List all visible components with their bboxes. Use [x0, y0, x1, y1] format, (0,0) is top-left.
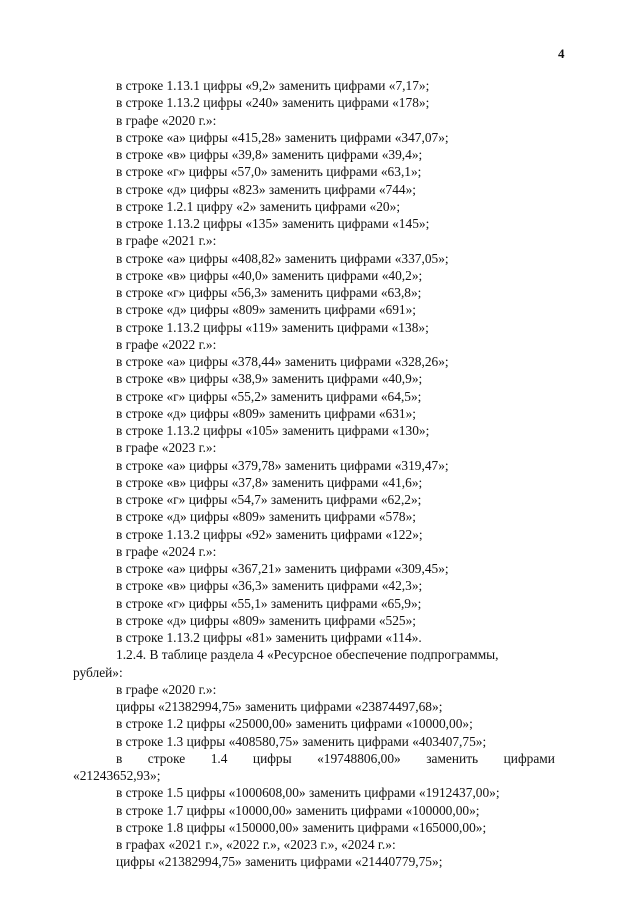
justified-word: 1.4 [210, 750, 228, 766]
amendment-line: в строке 1.13.2 цифры «81» заменить цифрами «114». [116, 630, 422, 645]
amendment-line: в строке «в» цифры «40,0» заменить цифрами «40,2»; [116, 267, 423, 283]
amendment-line: в строке «а» цифры «415,28» заменить цифрами «347,07»; [116, 129, 449, 145]
amendment-line: в строке 1.2 цифры «25000,00» заменить цифрами «10000,00»; [116, 716, 473, 732]
amendment-line: в графе «2020 г.»: [116, 112, 217, 128]
amendment-line: в строке 1.2.1 цифру «2» заменить цифрами «20»; [116, 198, 401, 214]
amendment-line: в строке «д» цифры «809» заменить цифрами «578»; [116, 509, 417, 525]
amendment-line: в строке «в» цифры «39,8» заменить цифрами «39,4»; [116, 147, 423, 162]
amendment-line: в строке 1.13.2 цифры «135» заменить цифрами «145»; [116, 216, 430, 231]
amendment-line: в строке «а» цифры «379,78» заменить цифрами «319,47»; [116, 457, 449, 473]
amendment-line: в строке «в» цифры «36,3» заменить цифрами «42,3»; [116, 578, 423, 594]
amendment-line: в строке «д» цифры «809» заменить цифрами «631»; [116, 405, 417, 421]
section-heading-line1: 1.2.4. В таблице раздела 4 «Ресурсное обеспечение подпрограммы, [116, 647, 499, 663]
amendment-line: в строке «а» цифры «367,21» заменить цифрами «309,45»; [116, 561, 449, 576]
amendment-list-resources [73, 681, 555, 750]
amendment-list-indicators [73, 77, 555, 646]
amendment-line: в строке «д» цифры «809» заменить цифрами «525»; [116, 612, 417, 628]
amendment-line: в строке «г» цифры «57,0» заменить цифрами «63,1»; [116, 164, 422, 180]
amendment-line: в строке 1.5 цифры «1000608,00» заменить цифрами «1912437,00»; [116, 785, 500, 801]
amendment-line: в графе «2023 г.»: [116, 440, 217, 456]
amendment-line: в строке 1.3 цифры «408580,75» заменить цифрами «403407,75»; [116, 733, 487, 749]
justified-word: «19748806,00» [317, 750, 401, 766]
justified-word: цифры [252, 750, 292, 766]
amendment-line: в графе «2021 г.»: [116, 233, 217, 249]
amendment-line: в строке 1.7 цифры «10000,00» заменить цифрами «100000,00»; [116, 802, 480, 818]
document-body [73, 77, 555, 871]
amendment-line: в строке «г» цифры «56,3» заменить цифрами «63,8»; [116, 285, 422, 300]
justified-line-continuation: «21243652,93»; [73, 768, 161, 783]
justified-word: в [116, 750, 123, 766]
justified-word: заменить [426, 750, 479, 766]
amendment-line: в графах «2021 г.», «2022 г.», «2023 г.», «2024 г.»: [116, 837, 396, 852]
amendment-line: в строке 1.13.2 цифры «92» заменить цифрами «122»; [116, 526, 423, 542]
amendment-line: в строке 1.8 цифры «150000,00» заменить цифрами «165000,00»; [116, 819, 487, 835]
amendment-line: в строке «в» цифры «38,9» заменить цифрами «40,9»; [116, 371, 423, 387]
justified-word: строке [147, 750, 186, 766]
page-number: 4 [558, 46, 565, 61]
amendment-line: в строке «а» цифры «408,82» заменить цифрами «337,05»; [116, 250, 449, 266]
amendment-line: в графе «2022 г.»: [116, 336, 217, 352]
amendment-line: в строке «г» цифры «55,2» заменить цифрами «64,5»; [116, 388, 422, 404]
amendment-list-resources-end [73, 784, 555, 870]
amendment-line: в графе «2024 г.»: [116, 543, 217, 559]
amendment-line: цифры «21382994,75» заменить цифрами «23874497,68»; [116, 699, 443, 714]
justified-word: цифрами [503, 750, 555, 766]
amendment-line: цифры «21382994,75» заменить цифрами «21440779,75»; [116, 854, 443, 870]
amendment-line: в строке 1.13.2 цифры «119» заменить цифрами «138»; [116, 319, 429, 335]
amendment-line: в строке «г» цифры «54,7» заменить цифрами «62,2»; [116, 492, 422, 507]
amendment-line: в строке 1.13.1 цифры «9,2» заменить цифрами «7,17»; [116, 78, 430, 93]
amendment-line: в строке «г» цифры «55,1» заменить цифрами «65,9»; [116, 595, 422, 611]
amendment-line: в графе «2020 г.»: [116, 681, 217, 697]
amendment-line: в строке «д» цифры «823» заменить цифрами «744»; [116, 181, 417, 197]
amendment-line: в строке «д» цифры «809» заменить цифрами «691»; [116, 302, 417, 318]
amendment-line: в строке «в» цифры «37,8» заменить цифрами «41,6»; [116, 474, 423, 490]
amendment-line: в строке 1.13.2 цифры «240» заменить цифрами «178»; [116, 95, 430, 111]
amendment-line: в строке «а» цифры «378,44» заменить цифрами «328,26»; [116, 354, 449, 369]
section-heading-line2: рублей»: [73, 664, 123, 680]
amendment-line: в строке 1.13.2 цифры «105» заменить цифрами «130»; [116, 423, 430, 438]
justified-amendment-line [73, 750, 555, 767]
